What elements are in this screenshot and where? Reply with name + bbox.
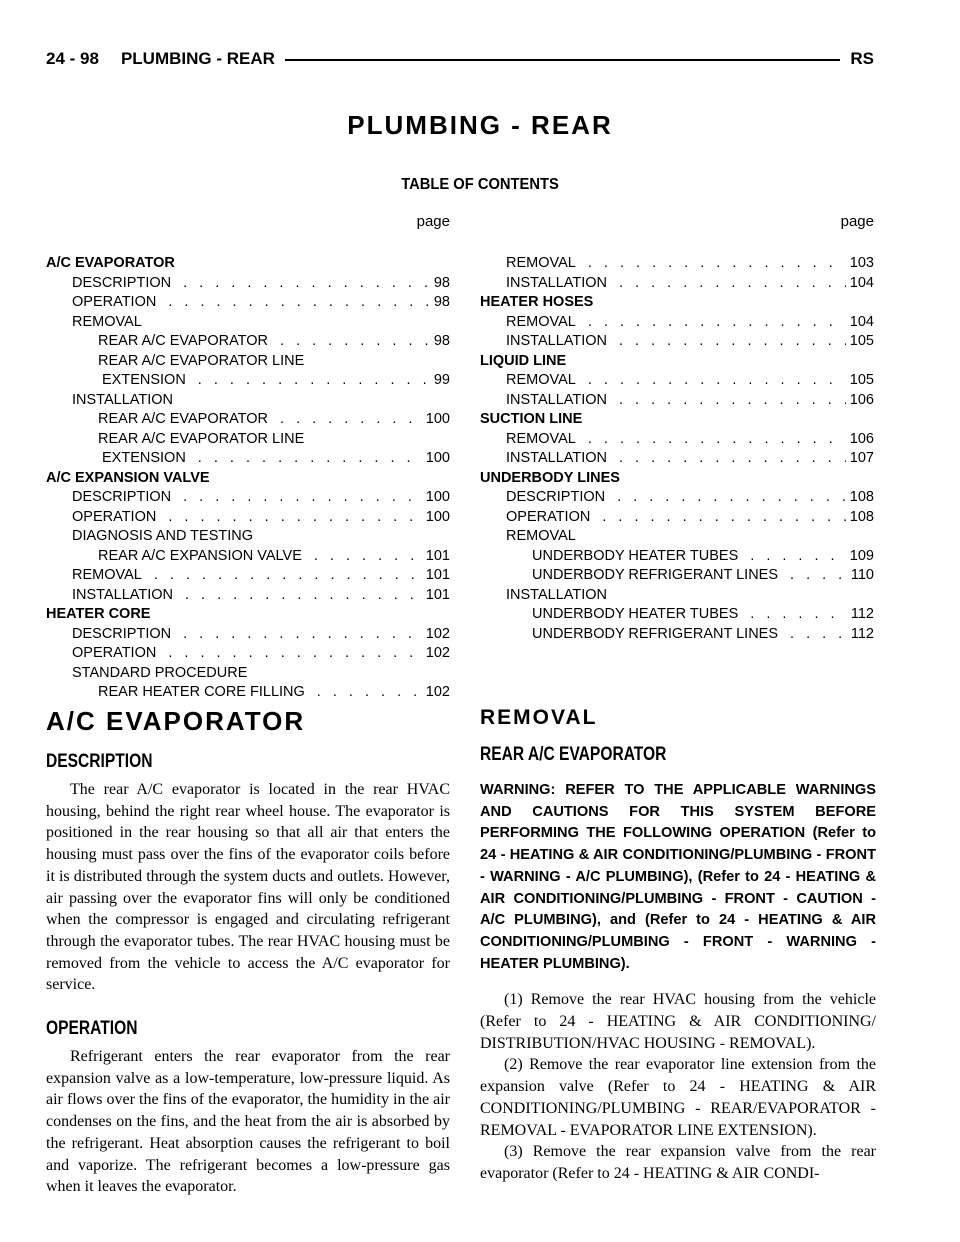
toc-entry-label: REAR A/C EVAPORATOR LINE	[98, 352, 305, 369]
page-title: PLUMBING - REAR	[347, 110, 613, 140]
toc-entry-page: 103	[849, 255, 874, 271]
toc-entry-page: 98	[433, 294, 450, 310]
toc-entry-page: 112	[850, 625, 874, 642]
toc-entry-page: 104	[849, 313, 874, 330]
toc-entry	[46, 371, 450, 391]
right-content-column	[480, 700, 876, 1185]
toc-leader-dots	[619, 449, 846, 469]
toc-entry-page: 106	[849, 391, 874, 408]
toc-entry-page: 100	[425, 411, 450, 427]
operation-paragraph: Refrigerant enters the rear evaporator from the rear expansion valve as a low-temperature, low-pressure liquid. As air flows over the fins of the evaporator, the humidity in the air condenses on the fins, and the heat from the air is absorbed by the refrigerant. Heat absorption causes the refrigerant to boil and vaporize. The refrigerant becomes a low-pressure gas when it leaves the evaporator.	[46, 1048, 450, 1196]
operation-heading: OPERATION	[46, 1018, 138, 1040]
toc-leader-dots	[588, 371, 846, 391]
toc-entry-label: INSTALLATION	[506, 333, 607, 349]
toc-entry-label: HEATER CORE	[46, 606, 151, 622]
toc-entry	[480, 274, 874, 294]
toc-entry-page: 105	[849, 333, 874, 349]
toc-entry-page: 100	[425, 508, 450, 525]
toc-entry-label: REMOVAL	[72, 313, 142, 330]
toc-leader-dots	[280, 410, 422, 430]
toc-entry-label: UNDERBODY REFRIGERANT LINES	[532, 625, 779, 642]
toc-heading: TABLE OF CONTENTS	[401, 176, 559, 193]
toc-entry-label: INSTALLATION	[506, 391, 607, 408]
toc-entry-page: 98	[433, 333, 450, 349]
toc-leader-dots	[198, 371, 430, 391]
toc-leader-dots	[619, 391, 846, 411]
toc-entry	[46, 547, 450, 567]
toc-entry-label: REAR A/C EVAPORATOR	[98, 411, 269, 427]
page-header	[46, 48, 874, 70]
toc-entry	[480, 508, 874, 528]
toc-entry	[46, 274, 450, 294]
toc-leader-dots	[280, 332, 430, 352]
toc-entry-label: UNDERBODY LINES	[480, 469, 620, 486]
toc-entry	[480, 332, 874, 352]
toc-entry	[46, 254, 450, 274]
toc-entry	[480, 449, 874, 469]
toc-entry-page: 98	[433, 274, 450, 291]
toc-entry	[46, 586, 450, 606]
toc-entry-page: 112	[850, 606, 874, 622]
toc-page-label-left: page	[416, 213, 450, 230]
removal-step: (3) Remove the rear expansion valve from the rear evaporator (Refer to 24 - HEATING & AIR CONDI-	[480, 1143, 876, 1182]
toc-entry-label: REAR A/C EVAPORATOR	[98, 333, 269, 349]
toc-entry	[480, 352, 874, 372]
toc-entry	[480, 625, 874, 645]
removal-step: (2) Remove the rear evaporator line extension from the expansion valve (Refer to 24 - HEATING & AIR CONDITIONING/PLUMBING - REAR/EVAPORATOR - REMOVAL - EVAPORATOR LINE EXTENSION).	[480, 1056, 876, 1139]
toc-entry-label: UNDERBODY HEATER TUBES	[532, 606, 739, 622]
toc-leader-dots	[750, 547, 846, 567]
toc-entry	[480, 527, 874, 547]
toc-entry	[480, 371, 874, 391]
toc-entry	[46, 664, 450, 684]
toc-entry-label: INSTALLATION	[506, 450, 607, 466]
toc-leader-dots	[619, 332, 846, 352]
toc-entry	[46, 430, 450, 450]
toc-entry-page: 100	[425, 489, 450, 505]
toc-entry-label: OPERATION	[506, 508, 591, 525]
toc-entry	[46, 332, 450, 352]
toc-leader-dots	[588, 430, 846, 450]
toc-entry-page: 108	[849, 508, 874, 525]
toc-entry-label: UNDERBODY REFRIGERANT LINES	[532, 567, 779, 583]
toc-entry-page: 99	[433, 372, 450, 388]
toc-leader-dots	[198, 449, 422, 469]
toc-entry-label: DESCRIPTION	[506, 489, 606, 505]
toc-entry-page: 101	[425, 567, 450, 583]
toc-entry	[46, 352, 450, 372]
toc-entry-page: 102	[425, 645, 450, 661]
toc-entry-page: 110	[850, 567, 874, 583]
toc-entry-label: OPERATION	[72, 645, 157, 661]
header-rule	[285, 59, 840, 61]
toc-entry-label: REMOVAL	[506, 255, 576, 271]
toc-entry-label: EXTENSION	[102, 450, 186, 466]
description-paragraph: The rear A/C evaporator is located in the rear HVAC housing, behind the right rear wheel house. The evaporator is positioned in the rear housing so that all air that enters the housing must pass over the fins of the evaporator coils before it is distributed through the system ducts and outlets. However, air passing over the evaporator fins will only be conditioned when the compressor is engaged and circulating refrigerant through the evaporator tubes. The rear HVAC housing must be removed from the vehicle to access the A/C evaporator for service.	[46, 781, 450, 994]
toc-entry-label: LIQUID LINE	[480, 352, 567, 369]
toc-entry-page: 109	[849, 547, 874, 564]
toc-leader-dots	[168, 508, 421, 528]
toc-leader-dots	[617, 488, 846, 508]
toc-entry-label: REMOVAL	[506, 313, 576, 330]
toc-entry-page: 102	[425, 625, 450, 642]
toc-entry-label: DIAGNOSIS AND TESTING	[72, 528, 254, 544]
toc-entry-page: 101	[425, 547, 450, 564]
toc-entry-label: HEATER HOSES	[480, 294, 594, 310]
removal-step: (1) Remove the rear HVAC housing from the vehicle (Refer to 24 - HEATING & AIR CONDITIONING/ DISTRIBUTION/HVAC HOUSING - REMOVAL).	[480, 991, 876, 1052]
toc-leader-dots	[185, 586, 422, 606]
toc-entry	[46, 605, 450, 625]
toc-entry	[46, 625, 450, 645]
description-heading: DESCRIPTION	[46, 751, 153, 772]
toc-entry	[46, 527, 450, 547]
left-content-column	[46, 700, 450, 1198]
toc-entry-label: INSTALLATION	[506, 274, 607, 291]
rear-ac-evaporator-subheading: REAR A/C EVAPORATOR	[480, 744, 667, 765]
toc-entry	[46, 410, 450, 430]
toc-entry-label: UNDERBODY HEATER TUBES	[532, 547, 739, 564]
toc-entry-page: 108	[849, 489, 874, 505]
toc-entry-label: INSTALLATION	[72, 391, 173, 408]
header-model-code: RS	[850, 49, 874, 68]
toc-page-label-right: page	[840, 213, 874, 230]
toc-entry	[480, 469, 874, 489]
toc-leader-dots	[168, 293, 430, 313]
toc-leader-dots	[790, 625, 847, 645]
toc-entry-page: 107	[849, 450, 874, 466]
toc-entry	[46, 313, 450, 333]
toc-left-column	[46, 254, 450, 703]
toc-entry	[46, 293, 450, 313]
toc-leader-dots	[183, 625, 422, 645]
toc-entry	[46, 488, 450, 508]
toc-leader-dots	[602, 508, 845, 528]
toc-entry	[480, 586, 874, 606]
removal-heading: REMOVAL	[480, 706, 598, 729]
toc-entry-page: 104	[849, 274, 874, 291]
toc-entry-label: A/C EXPANSION VALVE	[46, 469, 210, 486]
toc-entry	[480, 293, 874, 313]
toc-entry	[46, 644, 450, 664]
toc-leader-dots	[154, 566, 422, 586]
toc-entry-label: DESCRIPTION	[72, 489, 172, 505]
toc-entry-label: DESCRIPTION	[72, 274, 172, 291]
toc-entry-label: STANDARD PROCEDURE	[72, 664, 248, 681]
toc-entry-label: INSTALLATION	[72, 586, 173, 603]
toc-entry	[480, 254, 874, 274]
toc-entry-label: REMOVAL	[506, 528, 576, 544]
toc-entry	[46, 449, 450, 469]
toc-entry-page: 101	[425, 586, 450, 603]
page-number: 24 - 98	[46, 49, 99, 68]
toc-entry	[480, 605, 874, 625]
toc-entry-page: 105	[849, 372, 874, 388]
toc-leader-dots	[750, 605, 847, 625]
toc-entry	[480, 313, 874, 333]
toc-leader-dots	[168, 644, 421, 664]
toc-leader-dots	[790, 566, 847, 586]
toc-leader-dots	[588, 254, 846, 274]
toc-entry-page: 100	[425, 450, 450, 466]
toc-entry	[46, 391, 450, 411]
toc-entry-label: REMOVAL	[506, 372, 576, 388]
toc-entry-label: REAR HEATER CORE FILLING	[98, 684, 305, 700]
toc-entry-label: REAR A/C EVAPORATOR LINE	[98, 430, 305, 447]
toc-entry	[46, 566, 450, 586]
toc-leader-dots	[619, 274, 846, 294]
toc-entry-label: OPERATION	[72, 508, 157, 525]
toc-leader-dots	[183, 274, 430, 294]
warning-paragraph: WARNING: REFER TO THE APPLICABLE WARNINGS AND CAUTIONS FOR THIS SYSTEM BEFORE PERFORMING THE FOLLOWING OPERATION (Refer to 24 - HEATING & AIR CONDITIONING/PLUMBING - FRONT - WARNING - A/C PLUMBING), (Refer to 24 - HEATING & AIR CONDITIONING/PLUMBING - FRONT - CAUTION - A/C PLUMBING), and (Refer to 24 - HEATING & AIR CONDITIONING/PLUMBING - FRONT - WARNING - HEATER PLUMBING).	[480, 782, 876, 972]
toc-entry	[480, 430, 874, 450]
toc-entry	[480, 566, 874, 586]
toc-right-column	[480, 254, 874, 644]
toc-leader-dots	[588, 313, 846, 333]
toc-entry	[480, 391, 874, 411]
toc-entry	[46, 508, 450, 528]
toc-entry	[46, 469, 450, 489]
toc-entry	[480, 488, 874, 508]
toc-entry-page: 102	[425, 684, 450, 700]
toc-entry-label: REMOVAL	[72, 567, 142, 583]
toc-entry-label: SUCTION LINE	[480, 411, 583, 427]
toc-entry	[480, 410, 874, 430]
section-heading-ac-evaporator: A/C EVAPORATOR	[46, 706, 306, 736]
toc-entry-page: 106	[849, 430, 874, 447]
toc-entry-label: DESCRIPTION	[72, 625, 172, 642]
toc-entry-label: EXTENSION	[102, 372, 186, 388]
header-section-title: PLUMBING - REAR	[120, 49, 275, 68]
toc-entry-label: INSTALLATION	[506, 586, 607, 603]
toc-leader-dots	[314, 547, 422, 567]
toc-entry-label: REMOVAL	[506, 430, 576, 447]
toc-entry	[480, 547, 874, 567]
toc-entry-label: OPERATION	[72, 294, 157, 310]
toc-entry-label: A/C EVAPORATOR	[46, 255, 175, 271]
toc-leader-dots	[183, 488, 422, 508]
toc-entry-label: REAR A/C EXPANSION VALVE	[98, 547, 302, 564]
